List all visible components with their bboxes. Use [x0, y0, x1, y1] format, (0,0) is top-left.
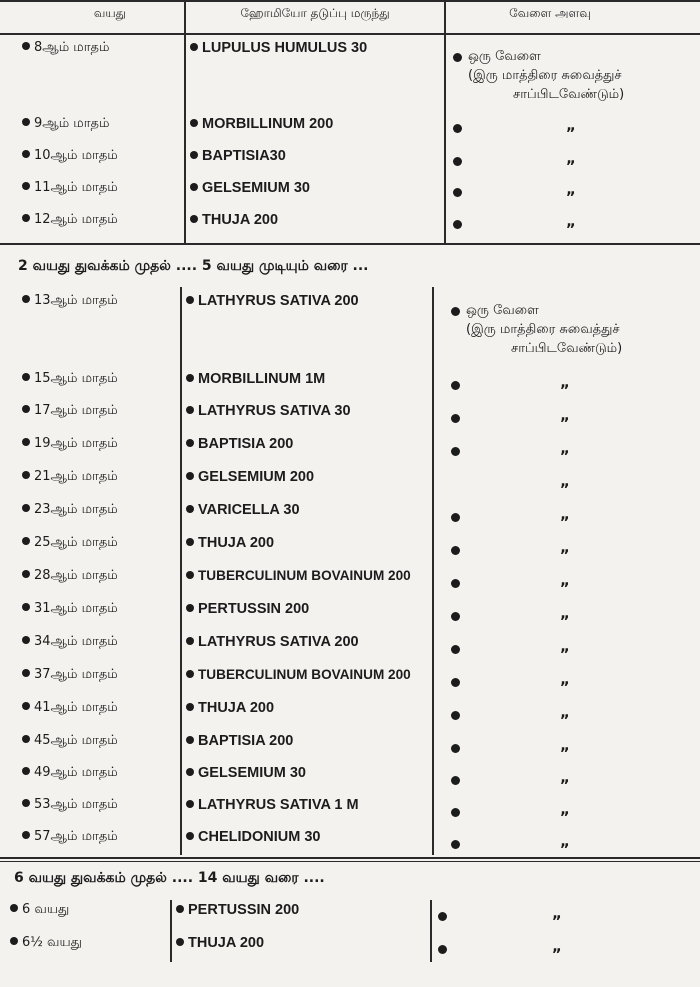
- ditto-mark: „: [560, 472, 570, 490]
- dosage-cell: [466, 301, 622, 358]
- ditto-mark: „: [566, 116, 576, 134]
- bullet-icon: [186, 406, 194, 414]
- bullet-icon: [451, 678, 460, 687]
- bullet-icon: [10, 937, 18, 945]
- medicine-cell: PERTUSSIN 200: [198, 601, 310, 617]
- bullet-icon: [176, 938, 184, 946]
- bullet-icon: [453, 220, 462, 229]
- bullet-icon: [451, 414, 460, 423]
- age-cell: 12ஆம் மாதம்: [34, 212, 118, 227]
- ditto-mark: „: [560, 832, 570, 850]
- bullet-icon: [451, 579, 460, 588]
- bullet-icon: [451, 808, 460, 817]
- table-row: [0, 935, 700, 955]
- ditto-mark: „: [560, 538, 570, 556]
- ditto-mark: „: [566, 212, 576, 230]
- bullet-icon: [438, 945, 447, 954]
- bullet-icon: [453, 124, 462, 133]
- table-row: [0, 765, 700, 785]
- table-row: [0, 180, 700, 200]
- bullet-icon: [22, 504, 30, 512]
- age-cell: 25ஆம் மாதம்: [34, 535, 118, 550]
- bullet-icon: [22, 767, 30, 775]
- table-row: [0, 797, 700, 817]
- section-rule: [0, 857, 700, 859]
- bullet-icon: [451, 307, 460, 316]
- ditto-mark: „: [560, 373, 570, 391]
- table-row: [0, 634, 700, 654]
- table-row: [0, 902, 700, 922]
- age-cell: 28ஆம் மாதம்: [34, 568, 118, 583]
- bullet-icon: [451, 776, 460, 785]
- table-row: [0, 371, 700, 391]
- ditto-mark: „: [560, 637, 570, 655]
- bullet-icon: [438, 912, 447, 921]
- age-cell: 31ஆம் மாதம்: [34, 601, 118, 616]
- bullet-icon: [451, 612, 460, 621]
- bullet-icon: [10, 904, 18, 912]
- table-row: [0, 403, 700, 423]
- header-medicine: ஹோமியோ தடுப்பு மருந்து: [240, 6, 390, 20]
- ditto-mark: „: [560, 604, 570, 622]
- age-cell: 21ஆம் மாதம்: [34, 469, 118, 484]
- header-age: வயது: [93, 6, 127, 20]
- medicine-cell: GELSEMIUM 30: [202, 180, 310, 196]
- bullet-icon: [453, 157, 462, 166]
- section-rule: [0, 861, 700, 862]
- table-row: [0, 535, 700, 555]
- bullet-icon: [186, 296, 194, 304]
- ditto-mark: „: [566, 149, 576, 167]
- bullet-icon: [190, 43, 198, 51]
- medicine-cell: LUPULUS HUMULUS 30: [202, 40, 368, 56]
- medicine-cell: THUJA 200: [198, 535, 275, 551]
- bullet-icon: [451, 546, 460, 555]
- ditto-mark: „: [560, 736, 570, 754]
- age-cell: 49ஆம் மாதம்: [34, 765, 118, 780]
- medicine-cell: TUBERCULINUM BOVAINUM 200: [198, 667, 411, 682]
- bullet-icon: [186, 637, 194, 645]
- bullet-icon: [190, 151, 198, 159]
- section-title: 6 வயது துவக்கம் முதல் .... 14 வயது வரை ....: [14, 870, 325, 886]
- medicine-cell: BAPTISIA 200: [198, 436, 294, 452]
- medicine-cell: TUBERCULINUM BOVAINUM 200: [198, 568, 411, 583]
- age-cell: 34ஆம் மாதம்: [34, 634, 118, 649]
- medicine-cell: BAPTISIA 200: [198, 733, 294, 749]
- bullet-icon: [22, 735, 30, 743]
- ditto-mark: „: [560, 439, 570, 457]
- table-row: [0, 148, 700, 168]
- medicine-cell: THUJA 200: [198, 700, 275, 716]
- bullet-icon: [186, 439, 194, 447]
- bullet-icon: [22, 636, 30, 644]
- bullet-icon: [190, 183, 198, 191]
- age-cell: 6½ வயது: [22, 935, 82, 950]
- ditto-mark: „: [560, 571, 570, 589]
- bullet-icon: [190, 215, 198, 223]
- table-row: [0, 601, 700, 621]
- bullet-icon: [186, 800, 194, 808]
- age-cell: 41ஆம் மாதம்: [34, 700, 118, 715]
- ditto-mark: „: [560, 703, 570, 721]
- bullet-icon: [22, 295, 30, 303]
- table-row: [0, 568, 700, 588]
- bullet-icon: [22, 570, 30, 578]
- medicine-cell: THUJA 200: [188, 935, 265, 951]
- bullet-icon: [176, 905, 184, 913]
- medicine-cell: LATHYRUS SATIVA 200: [198, 634, 359, 650]
- age-cell: 17ஆம் மாதம்: [34, 403, 118, 418]
- medicine-cell: MORBILLINUM 200: [202, 116, 334, 132]
- bullet-icon: [22, 182, 30, 190]
- bullet-icon: [22, 471, 30, 479]
- bullet-icon: [186, 832, 194, 840]
- bullet-icon: [22, 603, 30, 611]
- ditto-mark: „: [560, 800, 570, 818]
- bullet-icon: [451, 744, 460, 753]
- dosage-line: ஒரு வேளை: [466, 303, 539, 318]
- bullet-icon: [22, 702, 30, 710]
- ditto-mark: „: [560, 670, 570, 688]
- bullet-icon: [22, 438, 30, 446]
- dosage-line: ஒரு வேளை: [468, 49, 541, 64]
- ditto-mark: „: [566, 180, 576, 198]
- bullet-icon: [451, 645, 460, 654]
- bullet-icon: [453, 188, 462, 197]
- top-rule: [0, 0, 700, 2]
- medicine-cell: LATHYRUS SATIVA 30: [198, 403, 351, 419]
- bullet-icon: [186, 670, 194, 678]
- ditto-mark: „: [560, 505, 570, 523]
- table-row: [0, 700, 700, 720]
- medicine-cell: MORBILLINUM 1M: [198, 371, 326, 387]
- table-row: [0, 436, 700, 456]
- section-rule: [0, 243, 700, 245]
- bullet-icon: [22, 118, 30, 126]
- bullet-icon: [186, 538, 194, 546]
- bullet-icon: [451, 711, 460, 720]
- bullet-icon: [186, 571, 194, 579]
- bullet-icon: [22, 669, 30, 677]
- bullet-icon: [451, 513, 460, 522]
- table-row: [0, 116, 700, 136]
- ditto-mark: „: [552, 937, 562, 955]
- bullet-icon: [22, 799, 30, 807]
- bullet-icon: [186, 505, 194, 513]
- dosage-line: (இரு மாத்திரை சுவைத்துச்: [468, 68, 622, 83]
- medicine-cell: GELSEMIUM 200: [198, 469, 315, 485]
- bullet-icon: [186, 703, 194, 711]
- medicine-cell: LATHYRUS SATIVA 1 M: [198, 797, 359, 813]
- medicine-cell: PERTUSSIN 200: [188, 902, 300, 918]
- bullet-icon: [22, 537, 30, 545]
- bullet-icon: [186, 768, 194, 776]
- section-title: 2 வயது துவக்கம் முதல் .... 5 வயது முடியும் வரை ...: [18, 258, 369, 274]
- age-cell: 9ஆம் மாதம்: [34, 116, 110, 131]
- bullet-icon: [22, 150, 30, 158]
- bullet-icon: [22, 831, 30, 839]
- bullet-icon: [451, 447, 460, 456]
- table-row: [0, 502, 700, 522]
- ditto-mark: „: [560, 406, 570, 424]
- age-cell: 37ஆம் மாதம்: [34, 667, 118, 682]
- table-row: [0, 212, 700, 232]
- medicine-cell: LATHYRUS SATIVA 200: [198, 293, 359, 309]
- medicine-cell: THUJA 200: [202, 212, 279, 228]
- age-cell: 11ஆம் மாதம்: [34, 180, 118, 195]
- age-cell: 6 வயது: [22, 902, 70, 917]
- age-cell: 13ஆம் மாதம்: [34, 293, 118, 308]
- table-row: [0, 667, 700, 687]
- age-cell: 19ஆம் மாதம்: [34, 436, 118, 451]
- bullet-icon: [22, 214, 30, 222]
- age-cell: 15ஆம் மாதம்: [34, 371, 118, 386]
- bullet-icon: [186, 736, 194, 744]
- table-row: [0, 829, 700, 849]
- age-cell: 53ஆம் மாதம்: [34, 797, 118, 812]
- header-dosage: வேளை அளவு: [509, 6, 591, 20]
- table-row: [0, 733, 700, 753]
- medicine-cell: VARICELLA 30: [198, 502, 300, 518]
- age-cell: 10ஆம் மாதம்: [34, 148, 118, 163]
- ditto-mark: „: [560, 768, 570, 786]
- dosage-line: (இரு மாத்திரை சுவைத்துச்: [466, 322, 620, 337]
- medicine-cell: CHELIDONIUM 30: [198, 829, 321, 845]
- age-cell: 8ஆம் மாதம்: [34, 40, 110, 55]
- medicine-cell: GELSEMIUM 30: [198, 765, 306, 781]
- bullet-icon: [190, 119, 198, 127]
- dosage-cell: [468, 47, 624, 104]
- medicine-cell: BAPTISIA30: [202, 148, 286, 164]
- bullet-icon: [451, 381, 460, 390]
- age-cell: 57ஆம் மாதம்: [34, 829, 118, 844]
- bullet-icon: [22, 405, 30, 413]
- dosage-line: சாப்பிடவேண்டும்): [513, 87, 625, 102]
- ditto-mark: „: [552, 904, 562, 922]
- bullet-icon: [451, 840, 460, 849]
- age-cell: 23ஆம் மாதம்: [34, 502, 118, 517]
- table-row: [0, 469, 700, 489]
- bullet-icon: [186, 374, 194, 382]
- bullet-icon: [22, 373, 30, 381]
- bullet-icon: [186, 604, 194, 612]
- bullet-icon: [186, 472, 194, 480]
- age-cell: 45ஆம் மாதம்: [34, 733, 118, 748]
- dosage-line: சாப்பிடவேண்டும்): [511, 341, 623, 356]
- bullet-icon: [22, 42, 30, 50]
- header-rule: [0, 33, 700, 35]
- bullet-icon: [453, 53, 462, 62]
